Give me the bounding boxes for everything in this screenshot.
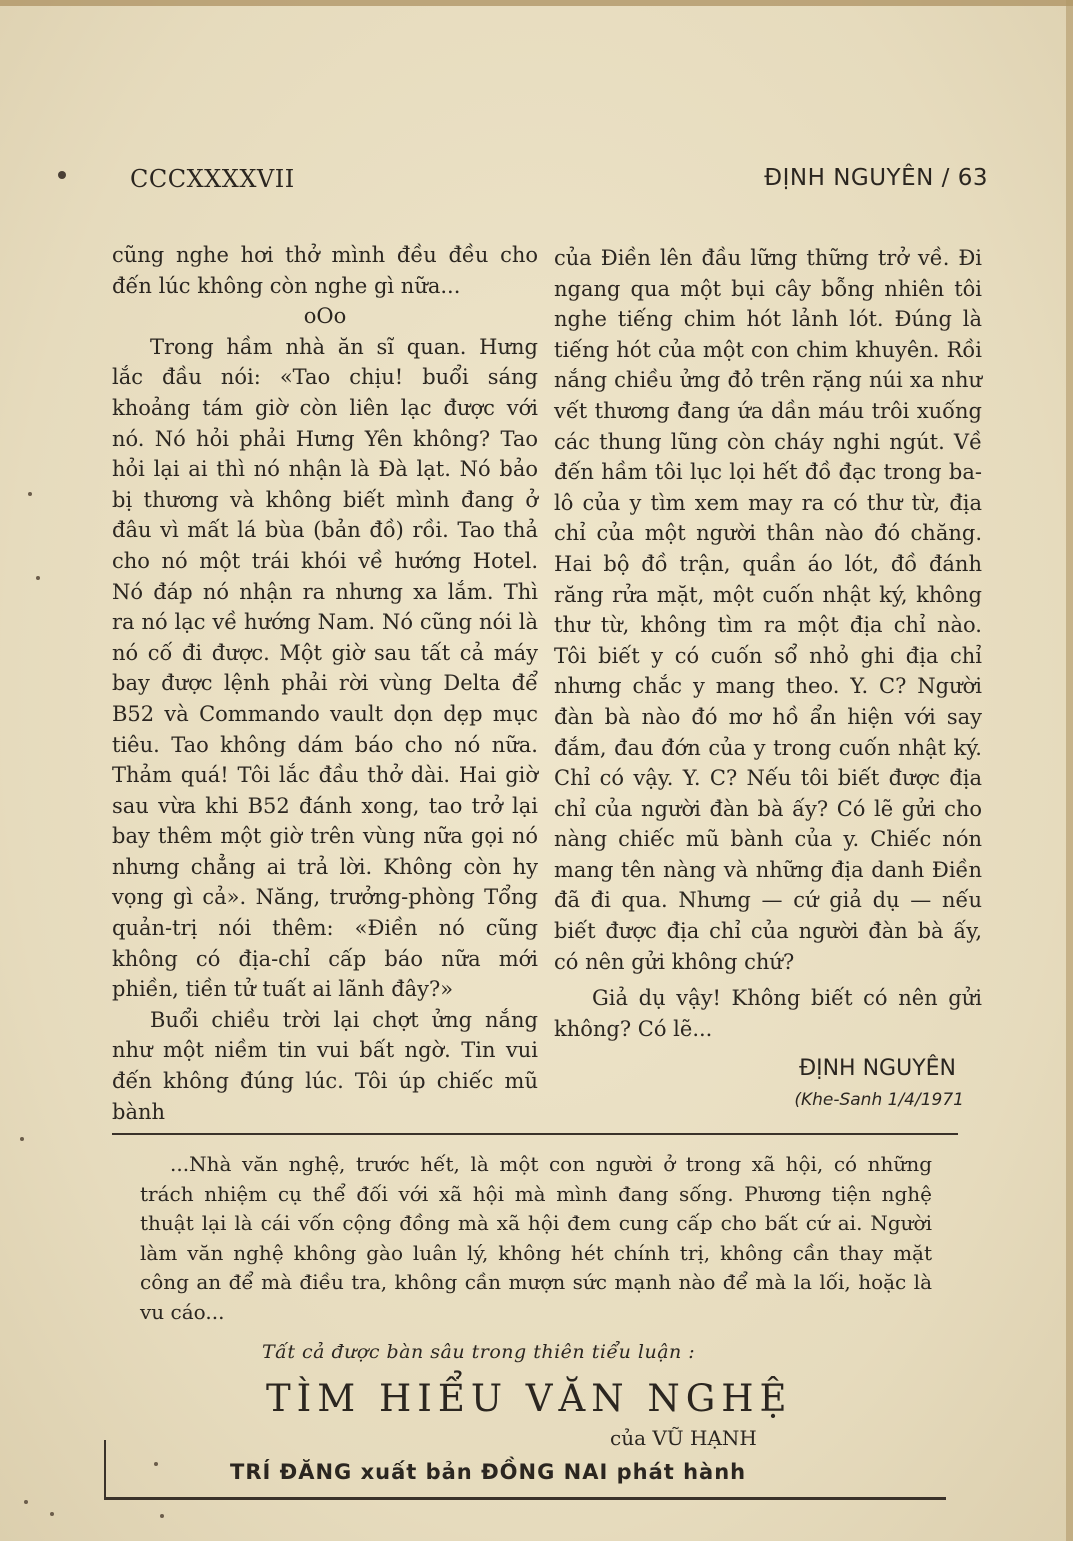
running-header <box>130 165 988 195</box>
left-column <box>112 240 538 1127</box>
header-author-page: ĐỊNH NGUYÊN / 63 <box>764 165 988 191</box>
page-edge-top <box>0 0 1073 6</box>
section-separator: oOo <box>303 304 347 329</box>
page-edge-right <box>1066 0 1073 1541</box>
paragraph: Giả dụ vậy! Không biết có nên gửi không? Có lẽ... <box>554 986 982 1041</box>
paragraph: Trong hầm nhà ăn sĩ quan. Hưng lắc đầu nói: «Tao chịu! buổi sáng khoảng tám giờ còn liên lạc được với nó. Nó hỏi phải Hưng Yên không? Tao hỏi lại ai thì nó nhận là Đà lạt. Nó bảo bị thương và không biết mình đang ở đâu vì mất lá bùa (bản đồ) rồi. Tao thả cho nó một trái khói về hướng Hotel. Nó đáp nó nhận ra nhưng xa lắm. Thì ra nó lạc về hướng Nam. Nó cũng nói là nó cố đi được. Một giờ sau tất cả máy bay được lệnh phải rời vùng Delta để B52 và Commando vault dọn dẹp mục tiêu. Tao không dám báo cho nó nữa. Thảm quá! Tôi lắc đầu thở dài. Hai giờ sau vừa khi B52 đánh xong, tao trở lại bay thêm một giờ trên vùng nữa gọi nó nhưng chẳng ai trả lời. Không còn hy vọng gì cả». Năng, trưởng-phòng Tổng quản-trị nói thêm: «Điền nó cũng không có địa-chỉ cấp báo nữa mới phiền, tiền tử tuất ai lãnh đây?» <box>112 334 538 1002</box>
paper-speck <box>50 1512 54 1516</box>
right-column <box>554 243 982 1116</box>
paper-speck <box>28 492 32 496</box>
publisher-line: TRÍ ĐĂNG xuất bản ĐỒNG NAI phát hành <box>230 1460 747 1484</box>
ad-left-rule <box>104 1440 106 1498</box>
ad-top-rule <box>112 1133 958 1135</box>
ad-quote-text: ...Nhà văn nghệ, trước hết, là một con người ở trong xã hội, có những trách nhiệm cụ thể đối với xã hội mà mình đang sống. Phương tiện nghệ thuật lại là cái vốn cộng đồng mà xã hội đem cung cấp cho bất cứ ai. Người làm văn nghệ không gào luân lý, không hét chính trị, không cần thay mặt công an để mà điều tra, không cần mượn sức mạnh nào để mà la lối, hoặc là vu cáo... <box>140 1152 932 1324</box>
ad-quote <box>140 1150 932 1327</box>
book-advertisement <box>140 1150 932 1484</box>
paper-speck <box>154 1462 158 1466</box>
paper-speck <box>20 1137 24 1141</box>
header-roman-numeral: CCCXXXXVII <box>130 165 295 193</box>
paragraph: cũng nghe hơi thở mình đều đều cho đến lúc không còn nghe gì nữa... <box>112 243 538 298</box>
book-title: TÌM HIỂU VĂN NGHỆ <box>266 1377 793 1420</box>
margin-dot <box>58 171 66 179</box>
book-author: của VŨ HẠNH <box>610 1426 757 1450</box>
ad-bottom-rule <box>104 1497 946 1500</box>
paper-speck <box>24 1500 28 1504</box>
paragraph: của Điền lên đầu lững thững trở về. Đi ngang qua một bụi cây bỗng nhiên tôi nghe tiếng chim hót lảnh lót. Đúng là tiếng hót của một con chim khuyên. Rồi nắng chiều ửng đỏ trên rặng núi xa như vết thương đang ứa dần máu trôi xuống các thung lũng còn cháy nghi ngút. Về đến hầm tôi lục lọi hết đồ đạc trong ba-lô của y tìm xem may ra có thư từ, địa chỉ của một người thân nào đó chăng. Hai bộ đồ trận, quần áo lót, đồ đánh răng rửa mặt, một cuốn nhật ký, không thư từ, không tìm ra một địa chỉ nào. Tôi biết y có cuốn sổ nhỏ ghi địa chỉ nhưng chắc y mang theo. Y. C? Người đàn bà nào đó mơ hồ ẩn hiện với say đắm, đau đớn của y trong cuốn nhật ký. Chỉ có vậy. Y. C? Nếu tôi biết được địa chỉ của người đàn bà ấy? Có lẽ gửi cho nàng chiếc mũ bành của y. Chiếc nón mang tên nàng và những địa danh Điền đã đi qua. Nhưng — cứ giả dụ — nếu biết được địa chỉ của người đàn bà ấy, có nên gửi không chứ? <box>554 246 982 974</box>
paper-speck <box>160 1514 164 1518</box>
signature-date: (Khe-Sanh 1/4/1971 <box>794 1090 964 1111</box>
paper-speck <box>36 576 40 580</box>
ad-intro: Tất cả được bàn sâu trong thiên tiểu luận : <box>262 1341 696 1363</box>
paragraph: Buổi chiều trời lại chợt ửng nắng như một niềm tin vui bất ngờ. Tin vui đến không đúng lúc. Tôi úp chiếc mũ bành <box>112 1007 538 1124</box>
author-signature: ĐỊNH NGUYÊN <box>799 1056 956 1082</box>
